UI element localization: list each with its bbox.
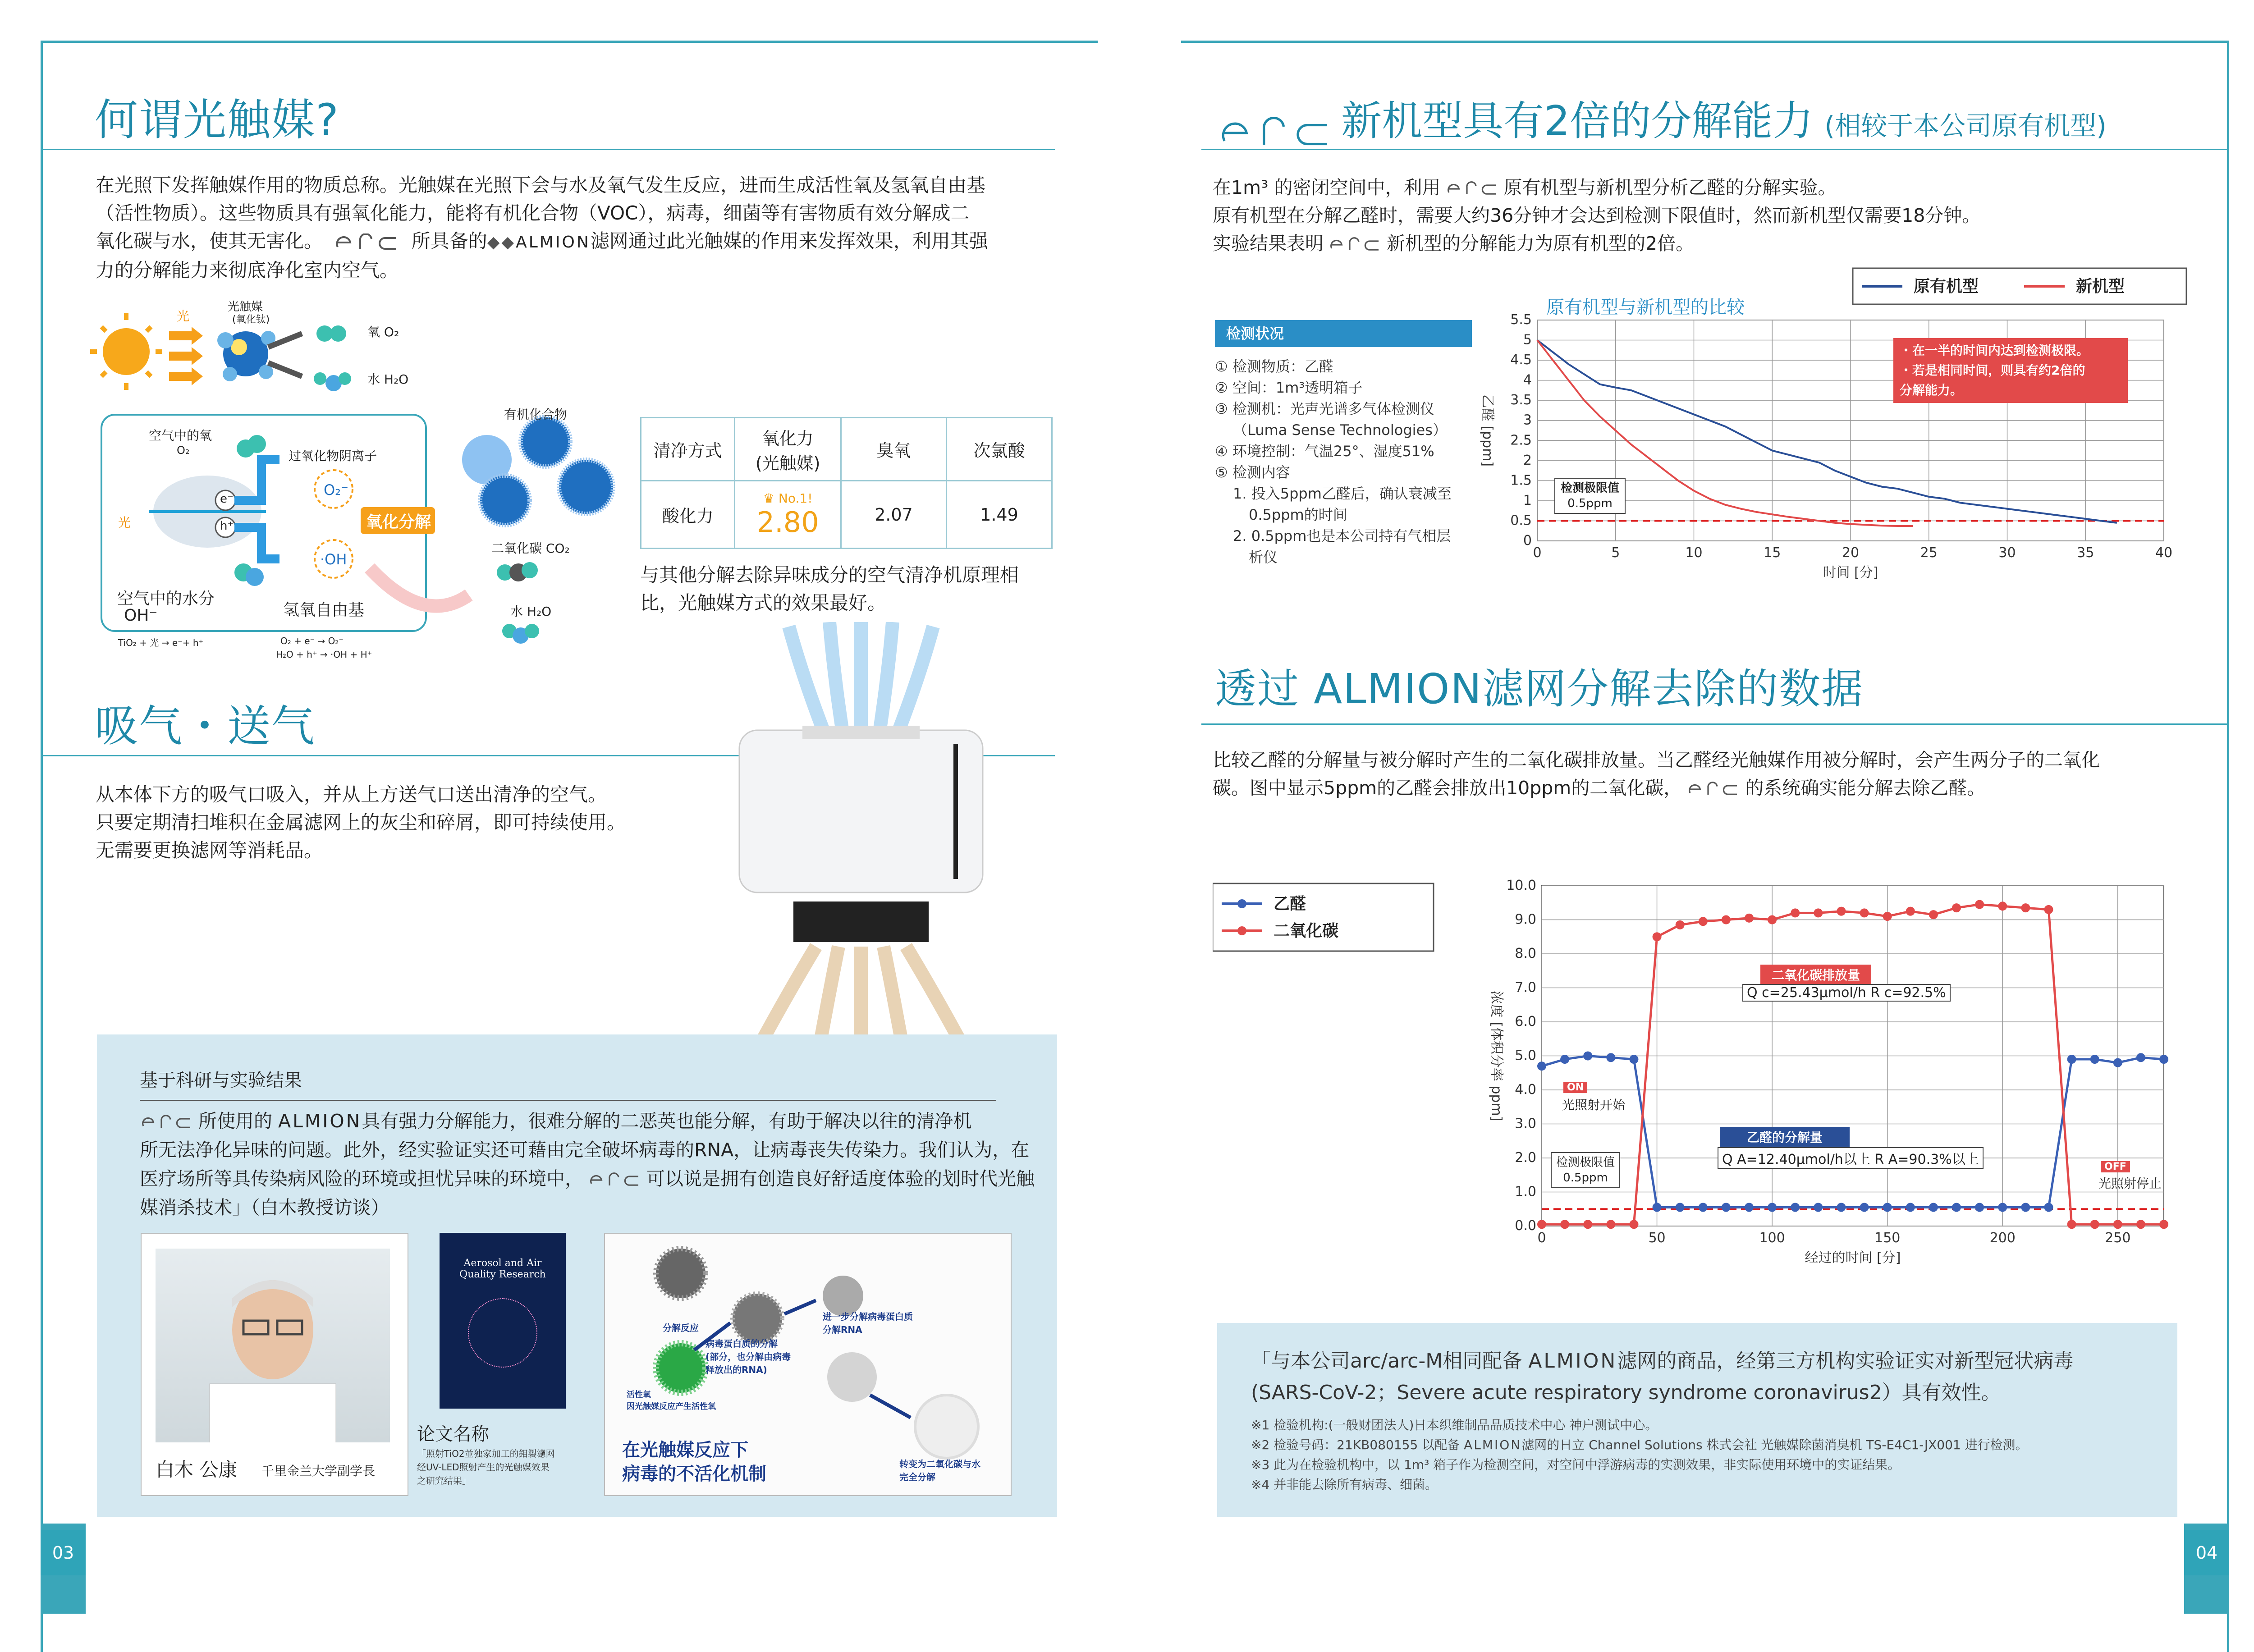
data-point	[1653, 932, 1662, 941]
data-point	[1699, 917, 1708, 926]
almion-logo: ◆◆ALMION	[487, 233, 591, 252]
table-header: 臭氧	[841, 418, 946, 481]
headline-line	[1251, 1345, 2162, 1377]
research-line	[140, 1164, 1050, 1193]
data-point	[1998, 1203, 2007, 1212]
almion-decomposition-chart	[1213, 870, 2182, 1285]
photocat-body	[96, 171, 1078, 284]
data-point	[2090, 1055, 2099, 1064]
x-axis-label: 经过的时间 [分]	[1805, 1250, 1901, 1266]
paper-desc-line: 之研究结果」	[417, 1475, 471, 1486]
professor-title: 千里金兰大学副学長	[261, 1464, 376, 1478]
x-tick-label: 150	[1874, 1230, 1901, 1246]
data-point	[1906, 1203, 1915, 1212]
condition-item: ② 空间：1m³透明箱子	[1215, 379, 1363, 396]
x-tick-label: 20	[1842, 545, 1860, 561]
research-rule	[140, 1100, 996, 1101]
data-point	[1722, 915, 1731, 924]
body-text: 具有强力分解能力，很难分解的二恶英也能分解，有助于解决以往的清净机	[362, 1110, 972, 1132]
data-point	[2113, 1058, 2122, 1067]
mech-further: 进一步分解病毒蛋白质 分解RNA	[823, 1311, 913, 1335]
limit-label: 检测极限值	[1556, 1156, 1615, 1169]
diagram-air-oxygen: 空气中的氧	[149, 428, 212, 443]
condition-item: 析仪	[1249, 549, 1278, 566]
diagram-eq1: TiO₂ + 光 → e⁻+ h⁺	[118, 637, 204, 648]
data-point	[1629, 1220, 1638, 1229]
body-line: 在光照下发挥触媒作用的物质总称。光触媒在光照下会与水及氧气发生反应，进而生成活性氧及氢氧自由基	[96, 174, 986, 196]
diagram-hole: h⁺	[220, 519, 234, 533]
data-point	[1883, 912, 1892, 921]
y-tick-label: 3.0	[1515, 1116, 1536, 1132]
condition-item: 2. 0.5ppm也是本公司持有气相层	[1233, 527, 1451, 545]
data-point	[2159, 1055, 2168, 1064]
body-line: 只要定期清扫堆积在金属滤网上的灰尘和碎屑，即可持续使用。	[96, 811, 626, 833]
mech-final: 转变为二氧化碳与水 完全分解	[899, 1459, 980, 1483]
x-tick-label: 15	[1764, 545, 1781, 561]
data-point	[1837, 1203, 1846, 1212]
mech-caption1: 在光触媒反应下	[622, 1440, 748, 1460]
footnotes	[1251, 1415, 2171, 1495]
diagram-light2: 光	[118, 515, 131, 530]
title-rule	[43, 149, 1055, 150]
data-point	[1975, 900, 1984, 909]
y-tick-label: 10.0	[1506, 878, 1536, 893]
condition-item: ③ 检测机：光声光谱多气体检测仪	[1215, 400, 1434, 417]
y-tick-label: 2.0	[1515, 1150, 1536, 1166]
research-line	[140, 1107, 1050, 1135]
footnote-text: 滤网的日立 Channel Solutions 株式会社 光触媒除菌消臭机 TS-E4C1-JX001 进行检测。	[1521, 1437, 2028, 1452]
condition-item: 1. 投入5ppm乙醛后，确认衰减至	[1233, 485, 1452, 502]
co2-tag: 二氧化碳排放量	[1760, 965, 1871, 984]
limit-label: 检测极限值	[1561, 481, 1620, 495]
oxidation-comparison-table	[640, 417, 1053, 549]
limit-label: 0.5ppm	[1567, 497, 1613, 510]
x-tick-label: 25	[1920, 545, 1938, 561]
y-tick-label: 5	[1523, 332, 1532, 348]
x-tick-label: 0	[1537, 1230, 1546, 1246]
journal-globe	[468, 1298, 537, 1368]
data-point	[2021, 903, 2030, 912]
chart1-callout	[1893, 338, 2128, 403]
data-point	[1952, 1203, 1961, 1212]
data-point	[2021, 1203, 2030, 1212]
data-point	[2136, 1053, 2145, 1062]
diagram-water-in-air: 空气中的水分	[117, 590, 215, 608]
diagram-organic: 有机化合物	[504, 407, 568, 422]
newmodel-title-suffix: (相较于本公司原有机型)	[1824, 110, 2107, 141]
headline-text: 滤网的商品，经第三方机构实验证实对新型冠状病毒	[1617, 1350, 2074, 1373]
arc-logo-icon	[1328, 237, 1382, 252]
page-number-left: 03	[41, 1530, 86, 1575]
mech-caption2: 病毒的不活化机制	[622, 1464, 766, 1484]
data-point	[1560, 1055, 1569, 1064]
condition-item: （Luma Sense Technologies）	[1233, 421, 1447, 439]
x-tick-label: 40	[2155, 545, 2173, 561]
y-tick-label: 2	[1523, 452, 1532, 468]
y-tick-label: 0.0	[1515, 1218, 1536, 1234]
table-header: 次氯酸	[946, 418, 1052, 481]
body-line: 从本体下方的吸气口吸入，并从上方送气口送出清净的空气。	[96, 783, 607, 805]
body-text: 碳。图中显示5ppm的乙醛会排放出10ppm的二氧化碳，	[1213, 777, 1682, 799]
chart-title: 原有机型与新机型的比较	[1546, 297, 1745, 318]
crown-icon: ♛ No.1!	[763, 490, 813, 506]
y-tick-label: 1.5	[1510, 472, 1532, 489]
x-tick-label: 10	[1685, 545, 1703, 561]
y-tick-label: 7.0	[1515, 979, 1536, 996]
data-point	[2090, 1220, 2099, 1229]
legend-box	[1213, 883, 1434, 951]
table-value: 1.49	[946, 481, 1052, 549]
callout-line: 分解能力。	[1900, 383, 1963, 398]
y-tick-label: 6.0	[1515, 1014, 1536, 1030]
newmodel-title-row	[1213, 88, 2107, 149]
professor-photo	[156, 1249, 390, 1442]
arc-logo-icon	[140, 1115, 194, 1130]
off-text: 光照射停止	[2098, 1176, 2162, 1191]
body-line: 原有机型在分解乙醛时，需要大约36分钟才会达到检测下限值时，然而新机型仅需要18分钟。	[1213, 205, 1981, 226]
body-line: 无需要更换滤网等消耗品。	[96, 839, 323, 861]
data-point	[1606, 1053, 1615, 1062]
x-tick-label: 250	[2105, 1230, 2131, 1246]
person-icon	[156, 1249, 390, 1442]
body-text: 所使用的	[198, 1110, 272, 1132]
arc-logo-icon	[1686, 782, 1741, 797]
y-tick-label: 5.0	[1515, 1048, 1536, 1064]
headline-text: 「与本公司arc/arc-M相同配备	[1251, 1350, 1522, 1373]
y-tick-label: 1.0	[1515, 1184, 1536, 1200]
chart1-limit-box	[1554, 478, 1626, 514]
arc-logo-icon	[588, 1172, 642, 1188]
page-number-right: 04	[2184, 1530, 2229, 1575]
x-tick-label: 30	[1998, 545, 2016, 561]
body-text: 实验结果表明	[1213, 233, 1324, 254]
diagram-electron: e⁻	[220, 492, 234, 506]
covid-headline	[1251, 1345, 2162, 1409]
decomposition-comparison-chart	[1465, 261, 2213, 613]
footnote-text: ※2 检验号码：21KB080155 以配备	[1251, 1437, 1460, 1452]
condition-item: ⑤ 检测内容	[1215, 464, 1290, 481]
co2-formula: Q c=25.43μmol/h R c=92.5%	[1742, 984, 1951, 1002]
data-point	[2044, 1203, 2053, 1212]
body-line: 比较乙醛的分解量与被分解时产生的二氧化碳排放量。当乙醛经光触媒作用被分解时，会产生两分子的二氧化	[1213, 749, 2100, 771]
data-point	[2113, 1220, 2122, 1229]
data-point	[1791, 1203, 1800, 1212]
y-tick-label: 5.5	[1510, 312, 1532, 328]
data-point	[1883, 1203, 1892, 1212]
data-point	[1929, 910, 1938, 919]
footnote: ※3 此为在检验机构中，以 1m³ 箱子作为检测空间，对空间中浮游病毒的实测效果，非实际使用环境中的实证结果。	[1251, 1457, 1901, 1472]
data-point	[1583, 1220, 1592, 1229]
paper-desc-line: 经UV-LED照射产生的光触媒效果	[417, 1462, 550, 1473]
y-tick-label: 4	[1523, 372, 1532, 388]
data-point	[1537, 1220, 1546, 1229]
x-tick-label: 50	[1648, 1230, 1666, 1246]
sun-icon	[90, 313, 162, 390]
data-point	[1791, 908, 1800, 917]
on-text: 光照射开始	[1562, 1098, 1626, 1112]
condition-item: ④ 环境控制：气温25°、湿度51%	[1215, 443, 1434, 460]
acetaldehyde-tag: 乙醛的分解量	[1720, 1127, 1850, 1147]
callout-line: ・在一半的时间内达到检测极限。	[1900, 343, 2089, 358]
body-text: 原有机型与新机型分析乙醛的分解实验。	[1503, 177, 1837, 198]
data-point	[1745, 914, 1754, 923]
diagram-h2o2: 水 H₂O	[510, 604, 552, 619]
conditions-title: 检测状况	[1226, 325, 1284, 342]
body-line	[1213, 174, 2204, 201]
table-note	[640, 561, 1055, 617]
body-text: 所具备的	[411, 230, 487, 252]
mech-capsid: 病毒蛋白质的分解 (部分，也分解由病毒 释放出的RNA)	[706, 1338, 791, 1375]
body-text: 新机型的分解能力为原有机型的2倍。	[1387, 233, 1695, 254]
conditions-header	[1215, 320, 1472, 347]
data-point	[1952, 903, 1961, 912]
diagram-hydroxyl: 氢氧自由基	[283, 601, 365, 619]
y-tick-label: 0	[1523, 533, 1532, 549]
light-arrows	[169, 327, 203, 385]
table-value: 2.80	[756, 505, 819, 539]
data-point	[1929, 1203, 1938, 1212]
data-point	[1837, 907, 1846, 916]
y-tick-label: 4.0	[1515, 1082, 1536, 1098]
mech-active: 活性氧 因光触媒反应产生活性氧	[627, 1390, 716, 1411]
table-value: 2.07	[841, 481, 946, 549]
table-row-label: 酸化力	[641, 481, 735, 549]
data-point	[1676, 920, 1685, 929]
limit-label: 0.5ppm	[1563, 1171, 1608, 1185]
y-tick-label: 9.0	[1515, 911, 1536, 928]
body-line: 力的分解能力来彻底净化室内空气。	[96, 259, 399, 281]
callout-line: ・若是相同时间，则具有约2倍的	[1900, 363, 2085, 378]
paper-label: 论文名称	[417, 1424, 489, 1445]
research-heading: 基于科研与实验结果	[140, 1070, 302, 1091]
almion-body	[1213, 746, 2204, 802]
data-point	[1745, 1203, 1754, 1212]
paper-desc	[417, 1447, 555, 1487]
data-point	[1814, 908, 1823, 917]
air-purifier-illustration	[735, 622, 987, 1041]
y-tick-label: 4.5	[1510, 352, 1532, 368]
diagram-o2-small: O₂	[177, 444, 190, 457]
data-point	[1560, 1220, 1569, 1229]
data-point	[1975, 1203, 1984, 1212]
newmodel-body	[1213, 174, 2204, 257]
data-point	[1583, 1052, 1592, 1061]
photocatalyst-diagram	[90, 288, 645, 676]
y-tick-label: 2.5	[1510, 432, 1532, 448]
legend-label: 二氧化碳	[1274, 922, 1339, 940]
data-point	[1998, 902, 2007, 911]
data-point	[1860, 908, 1869, 917]
acetaldehyde-formula: Q A=12.40μmol/h以上 R A=90.3%以上	[1718, 1147, 1984, 1169]
off-tag: OFF	[2101, 1161, 2130, 1172]
data-point	[1814, 1203, 1823, 1212]
diagram-oh: ·OH	[320, 551, 347, 568]
research-line: 所无法净化异味的问题。此外，经实验证实还可藉由完全破坏病毒的RNA，让病毒丧失传染力。我们认为，在	[140, 1139, 1030, 1161]
diagram-ohminus: OH⁻	[124, 606, 158, 625]
data-point	[1768, 915, 1777, 924]
body-text: 医疗场所等具传染病风险的环境或担忧异味的环境中，	[140, 1168, 583, 1190]
table-cell-photocat	[735, 481, 841, 549]
almion-logo: ALMION	[1464, 1437, 1522, 1452]
diagram-light-label: 光	[177, 309, 190, 324]
footnote	[1251, 1435, 2171, 1455]
legend-marker	[1237, 899, 1246, 908]
y-tick-label: 3.5	[1510, 392, 1532, 408]
data-point	[1699, 1203, 1708, 1212]
newmodel-title: 新机型具有2倍的分解能力	[1341, 97, 1814, 145]
condition-item: 0.5ppm的时间	[1249, 506, 1347, 523]
data-point	[2159, 1220, 2168, 1229]
diagram-o2-label: 氧 O₂	[367, 325, 399, 339]
headline-line: (SARS-CoV-2；Severe acute respiratory syndrome coronavirus2）具有效性。	[1251, 1381, 2001, 1404]
body-line	[96, 227, 1078, 256]
body-line: （活性物质）。这些物质具有强氧化能力，能将有机化合物（VOC），病毒，细菌等有害物质有效分解成二	[96, 202, 970, 224]
paper-desc-line: 「照射TiO2並独家加工的鉬製濾网	[417, 1448, 555, 1459]
photocat-title: 何谓光触媒?	[95, 95, 339, 145]
data-point	[1537, 1062, 1546, 1071]
no1-badge: No.1!	[778, 490, 813, 506]
body-line	[1213, 229, 2204, 257]
table-header: 清净方式	[641, 418, 735, 481]
body-line	[1213, 774, 2204, 802]
data-point	[2136, 1220, 2145, 1229]
almion-logo: ALMION	[1528, 1350, 1617, 1373]
on-tag: ON	[1563, 1082, 1587, 1093]
legend-label: 原有机型	[1914, 277, 1979, 296]
x-axis-label: 时间 [分]	[1823, 565, 1878, 581]
note-line: 与其他分解去除异味成分的空气清净机原理相	[640, 564, 1019, 586]
legend-label: 新机型	[2076, 277, 2125, 296]
y-axis-label: 浓度 [体积分率 ppm]	[1489, 990, 1504, 1121]
data-point	[1629, 1055, 1638, 1064]
diagram-co2: 二氧化碳 CO₂	[491, 541, 570, 556]
data-point	[1860, 1203, 1869, 1212]
condition-item: ① 检测物质：乙醛	[1215, 358, 1333, 375]
mech-decomp: 分解反应	[663, 1323, 699, 1333]
x-tick-label: 0	[1533, 545, 1542, 561]
almion-rule	[1201, 723, 2227, 725]
arc-logo-icon	[1213, 117, 1339, 149]
body-text: 氧化碳与水，使其无害化。	[96, 230, 323, 252]
diagram-catalyst-sub: (氧化钛)	[232, 314, 270, 325]
footnote: ※4 并非能去除所有病毒、细菌。	[1251, 1477, 1438, 1492]
body-text: 可以说是拥有创造良好舒适度体验的划时代光触	[646, 1168, 1035, 1190]
note-line: 比，光触媒方式的效果最好。	[640, 592, 887, 614]
body-text: 的系统确实能分解去除乙醛。	[1745, 777, 1986, 799]
body-text: 在1m³ 的密闭空间中，利用	[1213, 177, 1441, 198]
data-point	[2044, 905, 2053, 914]
data-point	[1722, 1203, 1731, 1212]
x-tick-label: 35	[2077, 545, 2094, 561]
data-point	[1676, 1203, 1685, 1212]
almion-logo: ALMION	[278, 1110, 362, 1132]
diagram-oxidation: 氧化分解	[366, 513, 431, 531]
diagram-eq3: H₂O + h⁺ → ·OH + H⁺	[276, 649, 372, 660]
conditions-list	[1215, 356, 1452, 568]
airflow-title: 吸气・送气	[95, 701, 316, 751]
legend-label: 乙醛	[1274, 895, 1306, 913]
arc-logo-icon	[1445, 181, 1499, 197]
journal-title: Aerosol and Air Quality Research	[459, 1258, 546, 1280]
legend-marker	[1237, 926, 1246, 935]
professor-name: 白木 公康	[156, 1459, 238, 1481]
diagram-h2o-label: 水 H₂O	[367, 372, 409, 387]
diagram-catalyst-label: 光触媒	[228, 300, 263, 314]
newmodel-rule	[1201, 149, 2227, 150]
data-point	[1653, 1203, 1662, 1212]
airflow-body	[96, 781, 727, 865]
journal-cover	[440, 1233, 566, 1409]
chart2-limit-box	[1551, 1152, 1620, 1188]
y-tick-label: 1	[1523, 492, 1532, 508]
x-tick-label: 5	[1611, 545, 1620, 561]
legend-box	[1853, 268, 2186, 304]
table-header: 氧化力 (光触媒)	[735, 418, 841, 481]
data-point	[1768, 1203, 1777, 1212]
diagram-eq2: O₂ + e⁻ → O₂⁻	[280, 636, 344, 646]
x-tick-label: 100	[1759, 1230, 1785, 1246]
data-point	[2067, 1220, 2076, 1229]
diagram-superoxide: 过氧化物阴离子	[289, 448, 377, 463]
diagram-o2minus: O₂⁻	[324, 481, 348, 499]
data-point	[1906, 907, 1915, 916]
research-line: 媒消杀技术」（白木教授访谈）	[140, 1197, 389, 1218]
arc-logo-icon	[333, 233, 401, 252]
body-text: 滤网通过此光触媒的作用来发挥效果，利用其强	[590, 230, 988, 252]
research-body	[140, 1107, 1050, 1222]
x-tick-label: 200	[1989, 1230, 2016, 1246]
y-tick-label: 3	[1523, 412, 1532, 428]
data-point	[1606, 1220, 1615, 1229]
y-tick-label: 0.5	[1510, 513, 1532, 529]
footnote: ※1 检验机构:(一般财团法人)日本织维制品品质技术中心 神户测试中心。	[1251, 1418, 1658, 1432]
data-point	[2067, 1055, 2076, 1064]
y-axis-label: 乙醛 [ppm]	[1480, 394, 1495, 467]
almion-title: 透过 ALMION滤网分解去除的数据	[1215, 665, 1864, 713]
y-tick-label: 8.0	[1515, 946, 1536, 961]
